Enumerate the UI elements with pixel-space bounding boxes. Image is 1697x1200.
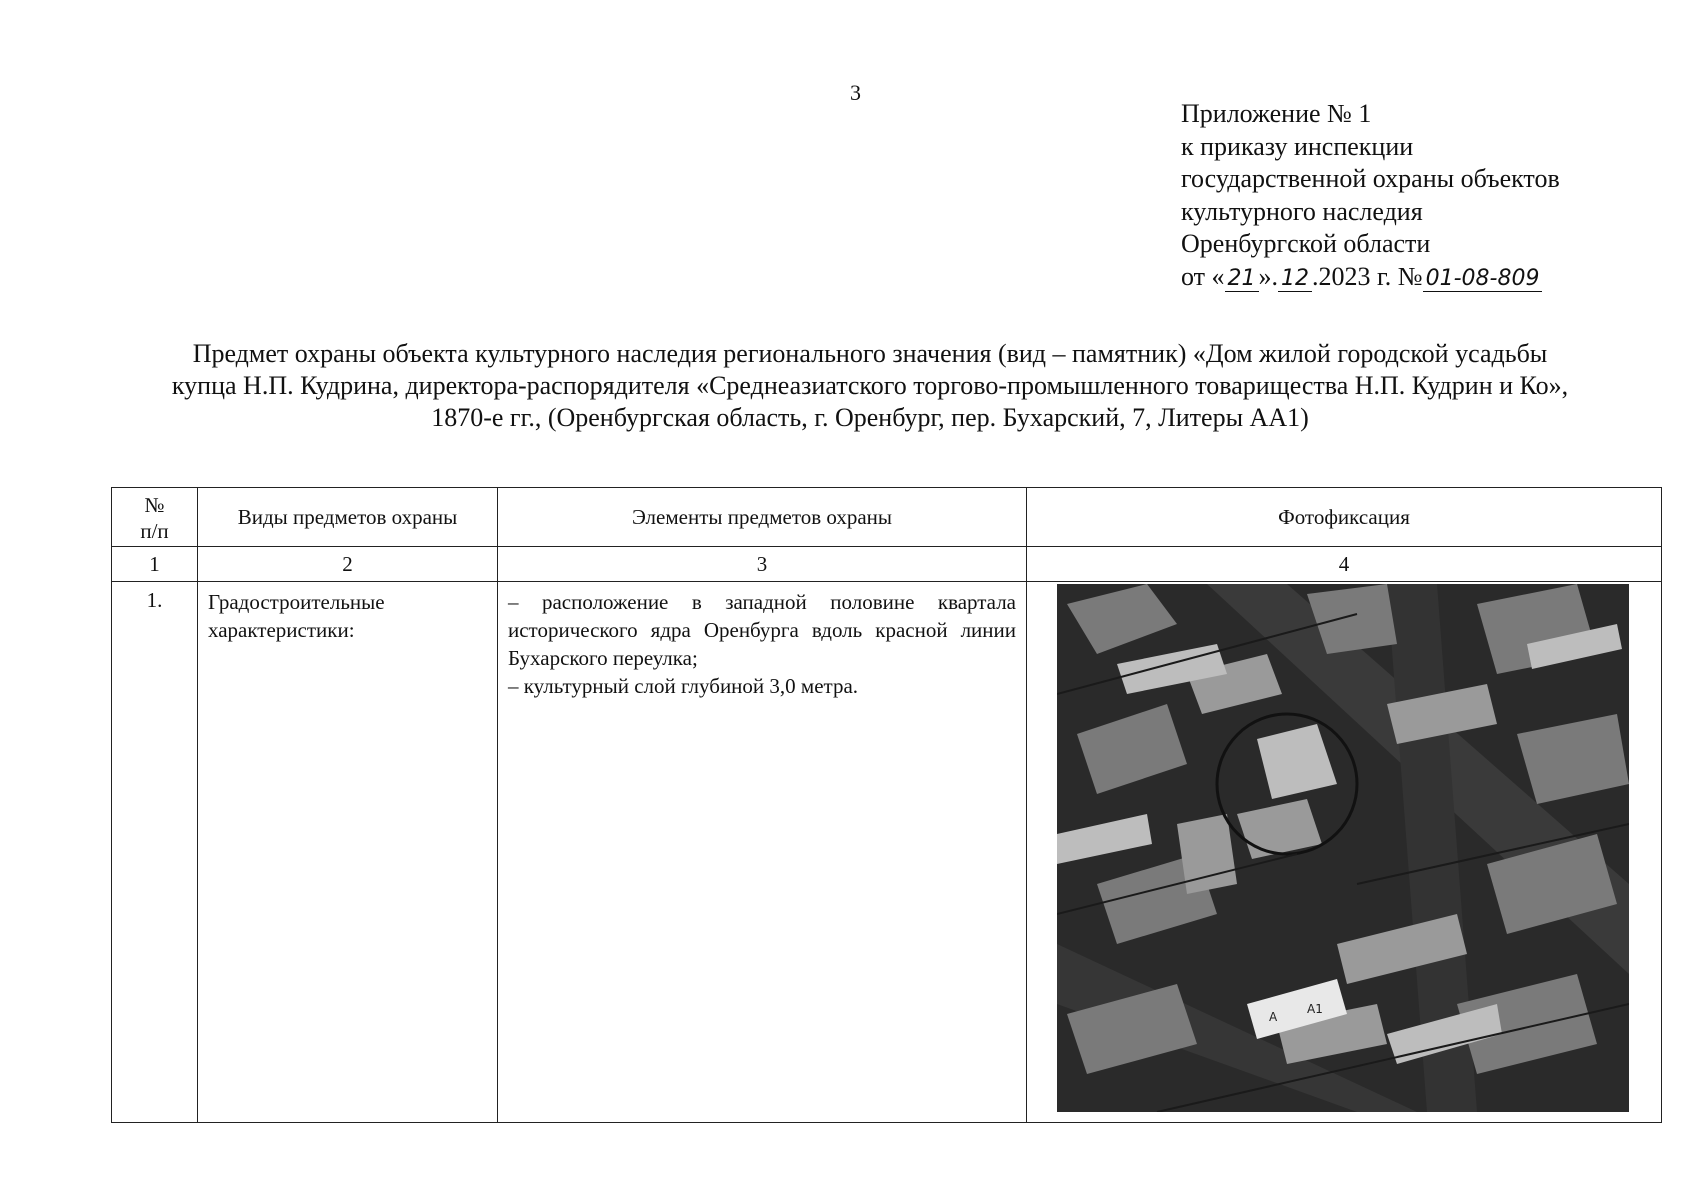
appendix-line: к приказу инспекции [1181, 131, 1414, 161]
title-line: купца Н.П. Кудрина, директора-распорядителя «Среднеазиатского торгово-промышленного товарищества Н.П. Кудрин и Ко», [171, 371, 1569, 400]
header-kinds: Виды предметов охраны [198, 488, 498, 547]
handwritten-month: 12 [1278, 267, 1312, 292]
appendix-date-line [1181, 261, 1661, 294]
row-photo-cell [1027, 582, 1662, 1123]
row-number: 1. [112, 582, 198, 1123]
date-prefix: от « [1181, 261, 1225, 291]
appendix-line: Оренбургской области [1181, 229, 1431, 258]
row-kind [198, 582, 498, 1123]
appendix-title: Приложение № 1 [1181, 99, 1372, 128]
row-kind-line: характеристики: [208, 618, 355, 642]
table-row [112, 582, 1662, 1123]
aerial-photo-image [1057, 584, 1629, 1112]
element-item: – культурный слой глубиной 3,0 метра. [508, 674, 859, 698]
column-number-row [112, 547, 1662, 582]
date-separator: ». [1258, 261, 1279, 291]
appendix-line: государственной охраны объектов [1181, 164, 1560, 193]
page-number: 3 [850, 80, 861, 105]
protection-table [111, 487, 1662, 1123]
photo-label-a1: А1 [1307, 1002, 1323, 1016]
header-elements: Элементы предметов охраны [498, 488, 1027, 547]
handwritten-doc-number: 01-08-809 [1423, 267, 1543, 292]
column-number: 3 [498, 547, 1027, 582]
column-number: 2 [198, 547, 498, 582]
column-number: 4 [1027, 547, 1662, 582]
header-number-abbr: п/п [140, 519, 169, 543]
header-number-symbol: № [144, 493, 165, 517]
header-number [112, 488, 198, 547]
date-year: .2023 г. № [1312, 261, 1423, 291]
appendix-line: культурного наследия [1181, 196, 1423, 226]
title-line: 1870-е гг., (Оренбургская область, г. Оренбург, пер. Бухарский, 7, Литеры АА1) [431, 403, 1309, 432]
document-title [60, 338, 1680, 434]
photo-label-a: А [1269, 1010, 1278, 1024]
title-line: Предмет охраны объекта культурного наследия регионального значения (вид – памятник) «Дом жилой городской усадьбы [192, 339, 1548, 368]
element-item: – расположение в западной половине квартала исторического ядра Оренбурга вдоль красной линии Бухарского переулка; [508, 590, 1016, 670]
aerial-photo [1057, 584, 1629, 1112]
row-elements [498, 582, 1027, 1123]
table-header-row [112, 488, 1662, 547]
column-number: 1 [112, 547, 198, 582]
appendix-block [1181, 98, 1661, 293]
row-kind-line: Градостроительные [208, 590, 385, 614]
header-photo: Фотофиксация [1027, 488, 1662, 547]
handwritten-day: 21 [1225, 267, 1259, 292]
